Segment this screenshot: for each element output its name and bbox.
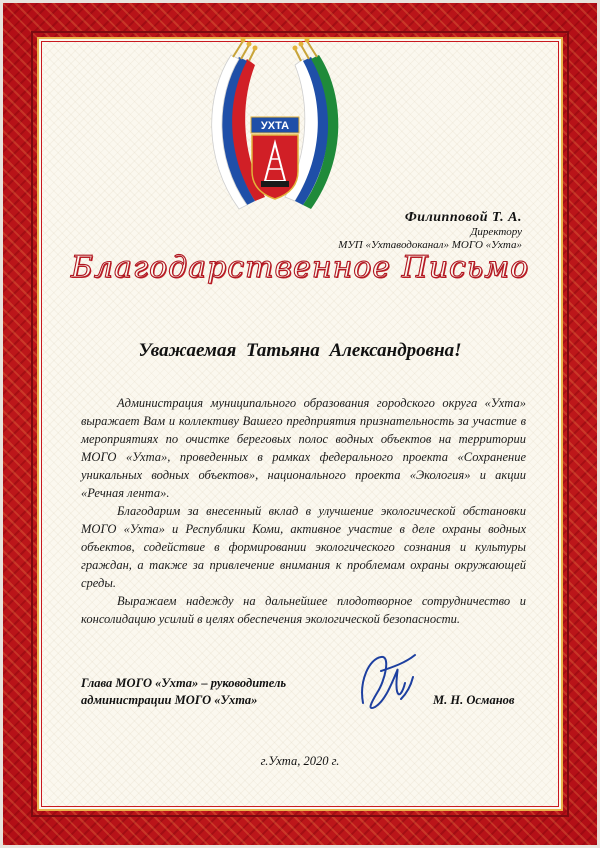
signatory-title-line2: администрации МОГО «Ухта» [81,693,258,707]
document-title: Благодарственное Письмо [70,250,530,285]
signatory-title-line1: Глава МОГО «Ухта» – руководитель [81,676,287,690]
place-date: г.Ухта, 2020 г. [260,754,340,768]
recipient-organization: МУП «Ухтаводоканал» МОГО «Ухта» [338,239,522,251]
recipient-name: Филипповой Т. А. [404,210,522,225]
salutation: Уважаемая Татьяна Александровна! [138,340,462,361]
body-paragraph: Администрация муниципального образования городского округа «Ухта» выражает Вам и коллективу Вашего предприятия признательность за участие в мероприятиях по очистке береговых полос водных объектов на территории МОГО «Ухта», проведенных в рамках федерального проекта «Сохранение уникальных водных объектов», национального проекта «Экология» и акции «Речная лента». [81,396,526,500]
emblem-banner-text: УХТА [260,120,290,132]
signatory-name: М. Н. Османов [433,693,515,707]
recipient-block [338,210,522,252]
signatory-title [81,675,286,709]
letter-body [81,394,526,628]
body-paragraph: Выражаем надежду на дальнейшее плодотворное сотрудничество и консолидацию усилий в целях обеспечения экологической безопасности. [81,594,526,626]
handwritten-signature-icon [341,641,431,721]
recipient-position: Директору [470,226,522,238]
body-paragraph: Благодарим за внесенный вклад в улучшение экологической обстановки МОГО «Ухта» и Республики Коми, активное участие в деле охраны водных объектов, содействие в формировании экологического сознания и культуры граждан, а также за привлечение внимания к проблемам охраны окружающей среды. [81,504,526,590]
coat-of-arms-emblem [195,31,355,221]
